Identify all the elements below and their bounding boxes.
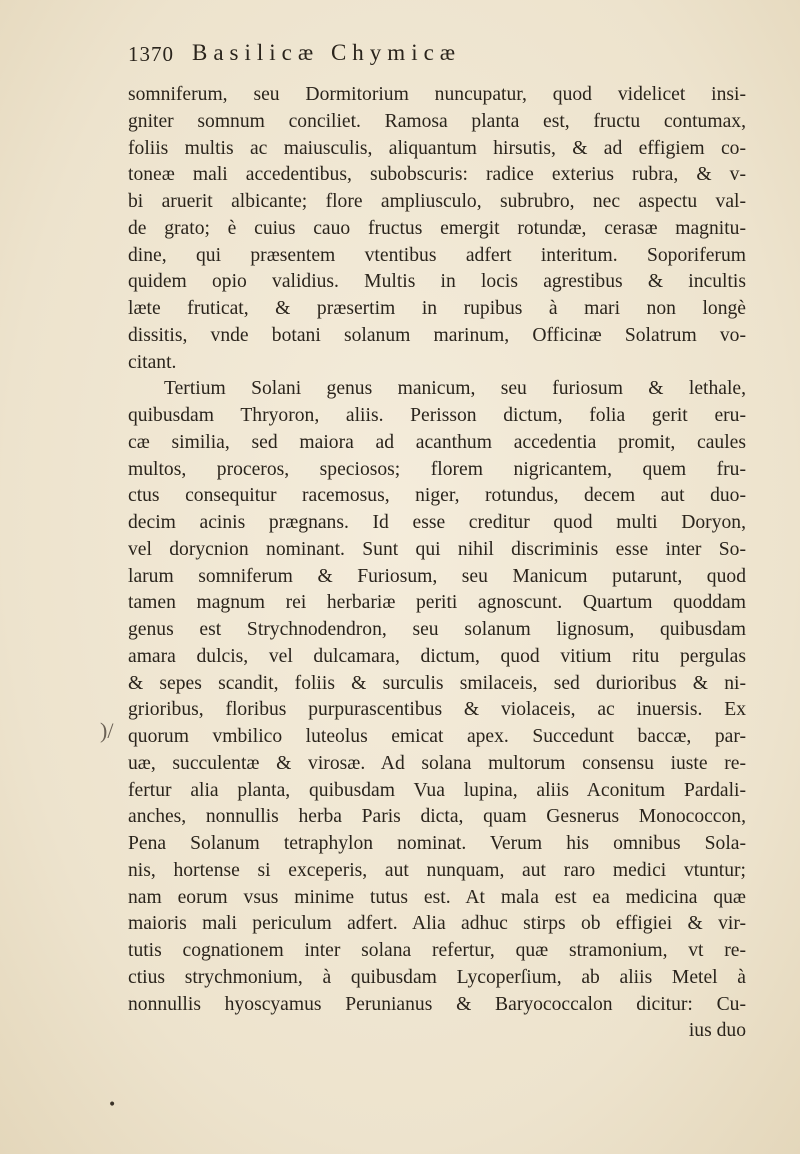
text-line: decim acinis prægnans. Id esse creditur quod multi Doryon, [128, 512, 746, 533]
text-line: dissitis, vnde botani solanum marinum, Officinæ Solatrum vo- [128, 324, 746, 346]
running-title: Basilicæ Chymicæ [192, 40, 462, 65]
text-block [128, 82, 746, 1045]
text-line: somniferum, seu Dormitorium nuncupatur, quod videlicet insi- [128, 84, 746, 105]
text-line: & sepes scandit, foliis & surculis smilaceis, sed durioribus & ni- [128, 672, 746, 694]
text-line: fertur alia planta, quibusdam Vua lupina, aliis Aconitum Pardali- [128, 779, 746, 801]
text-line: Pena Solanum tetraphylon nominat. Verum his omnibus Sola- [128, 833, 746, 854]
text-line: quibusdam Thryoron, aliis. Perisson dictum, folia gerit eru- [128, 405, 746, 426]
text-line: bi aruerit albicante; flore ampliusculo, subrubro, nec aspectu val- [128, 191, 746, 212]
text-line: Tertium Solani genus manicum, seu furiosum & lethale, [164, 378, 746, 400]
text-line: nis, hortense si exceperis, aut nunquam, aut raro medici vtuntur; [128, 859, 746, 881]
text-line: citant. [128, 351, 177, 373]
text-line: ctus consequitur racemosus, niger, rotundus, decem aut duo- [128, 485, 746, 507]
page-header [128, 40, 728, 74]
text-line: de grato; è cuius cauo fructus emergit rotundæ, cerasæ magnitu- [128, 217, 746, 239]
text-line: tamen magnum rei herbariæ periti agnoscunt. Quartum quoddam [128, 592, 746, 614]
text-line: maioris mali periculum adfert. Alia adhuc stirps ob effigiei & vir- [128, 913, 746, 935]
text-line: dine, qui præsentem vtentibus adfert interitum. Soporiferum [128, 244, 746, 266]
margin-bullet: • [108, 1097, 117, 1113]
text-line: nam eorum vsus minime tutus est. At mala est ea medicina quæ [128, 886, 746, 908]
text-line: cæ similia, sed maiora ad acanthum accedentia promit, caules [128, 431, 746, 453]
text-line: læte fruticat, & præsertim in rupibus à mari non longè [128, 298, 746, 319]
text-line: gniter somnum conciliet. Ramosa planta est, fructu contumax, [128, 110, 746, 132]
text-line: toneæ mali accedentibus, subobscuris: radice exterius rubra, & v- [128, 164, 746, 186]
text-line: uæ, succulentæ & virosæ. Ad solana multorum consensu iuste re- [128, 752, 746, 774]
text-line: quidem opio validius. Multis in locis agrestibus & incultis [128, 271, 746, 293]
text-line: multos, proceros, speciosos; florem nigricantem, quem fru- [128, 458, 746, 480]
text-line: tutis cognationem inter solana refertur, quæ stramonium, vt re- [128, 940, 746, 961]
text-line: foliis multis ac maiusculis, aliquantum hirsutis, & ad effigiem co- [128, 137, 746, 159]
catchword: ius duo [688, 1020, 746, 1042]
text-line: vel dorycnion nominant. Sunt qui nihil discriminis esse inter So- [128, 538, 746, 560]
text-line: quorum vmbilico luteolus emicat apex. Succedunt baccæ, par- [128, 726, 746, 747]
text-line: amara dulcis, vel dulcamara, dictum, quod vitium ritu pergulas [128, 645, 746, 667]
text-line: nonnullis hyoscyamus Perunianus & Baryococcalon dicitur: Cu- [128, 993, 746, 1015]
page-number: 1370 [128, 42, 174, 66]
margin-annotation-mark: )/ [100, 718, 114, 743]
text-line: genus est Strychnodendron, seu solanum lignosum, quibusdam [128, 619, 746, 640]
text-line: ctius strychmonium, à quibusdam Lycoperſium, ab aliis Metel à [128, 966, 746, 988]
text-line: larum somniferum & Furiosum, seu Manicum putarunt, quod [128, 565, 746, 587]
text-line: anches, nonnullis herba Paris dicta, quam Gesnerus Monococcon, [128, 806, 746, 828]
text-line: grioribus, floribus purpurascentibus & violaceis, ac inuersis. Ex [128, 699, 746, 721]
